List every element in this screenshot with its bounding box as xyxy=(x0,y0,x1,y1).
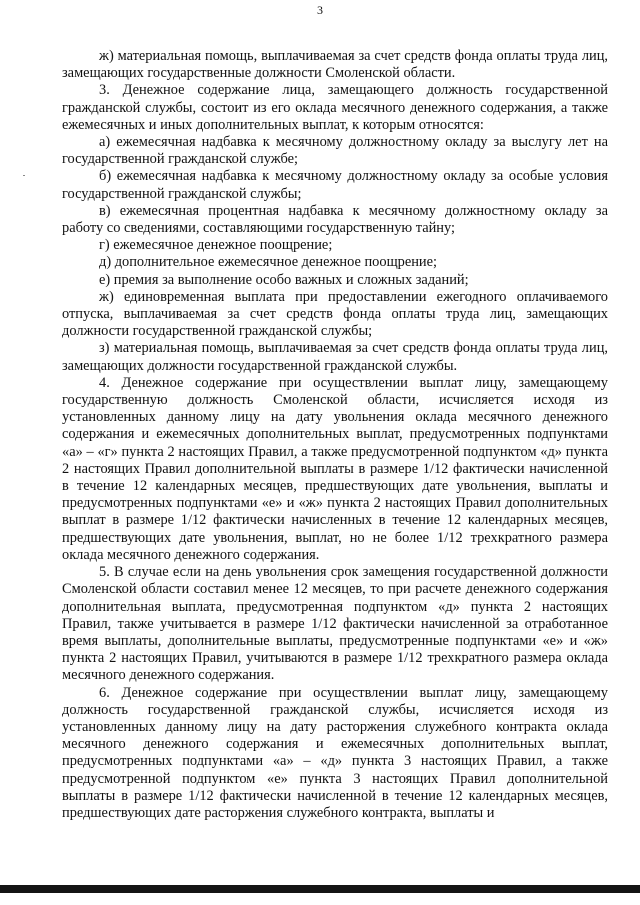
paragraph-3g: г) ежемесячное денежное поощрение; xyxy=(99,237,333,254)
paragraph-3: 3. Денежное содержание лица, замещающего должность государственной гражданской службы, состоит из его оклада месячного денежного содержания, а также ежемесячных и иных дополнительных выплат, к которым относятся: xyxy=(62,82,608,133)
paragraph-4: 4. Денежное содержание при осуществлении выплат лицу, замещающему государственную должность Смоленской области, исчисляется исходя из установленных данному лицу на дату увольнения оклада месячного денежного содержания и ежемесячных дополнительных выплат, предусмотренных подпунктами «а» – «г» пункта 2 настоящих Правил, а также предусмотренной подпунктом «д» пункта 2 настоящих Правил дополнительной выплаты в размере 1/12 фактически начисленной в течение 12 календарных месяцев, предшествующих дате увольнения, выплаты и предусмотренных подпунктами «е» и «ж» пункта 2 настоящих Правил дополнительных выплат в размере 1/12 фактически начисленных в течение 12 календарных месяцев, предшествующих дате увольнения, выплат, но не более 1/12 трехкратного размера оклада месячного денежного содержания. xyxy=(62,374,608,563)
paragraph-3v: в) ежемесячная процентная надбавка к месячному должностному окладу за работу со сведениями, составляющими государственную тайну; xyxy=(62,202,608,237)
paragraph-7g: ж) материальная помощь, выплачиваемая за счет средств фонда оплаты труда лиц, замещающих государственные должности Смоленской области. xyxy=(62,48,608,82)
paragraph-6: 6. Денежное содержание при осуществлении выплат лицу, замещающему должность государственной гражданской службы, исчисляется исходя из установленных данному лицу на дату расторжения служебного контракта оклада месячного денежного содержания и ежемесячных дополнительных выплат, предусмотренных подпунктами «а» – «д» пункта 3 настоящих Правил, а также предусмотренной подпунктом «е» пункта 3 настоящих Правил дополнительной выплаты в размере 1/12 фактически начисленной в течение 12 календарных месяцев, предшествующих дате расторжения служебного контракта, выплаты и xyxy=(62,684,608,821)
scan-edge-bar xyxy=(0,885,640,893)
paragraph-3a: а) ежемесячная надбавка к месячному должностному окладу за выслугу лет на государственной гражданской службе; xyxy=(62,134,608,168)
paragraph-3e: е) премия за выполнение особо важных и сложных заданий; xyxy=(99,271,469,288)
page-number: 3 xyxy=(317,3,323,17)
scan-mark xyxy=(23,175,25,176)
paragraph-3b: б) ежемесячная надбавка к месячному должностному окладу за особые условия государственной гражданской службы; xyxy=(62,168,608,202)
paragraph-5: 5. В случае если на день увольнения срок замещения государственной должности Смоленской области составил менее 12 месяцев, то при расчете денежного содержания дополнительная выплата, предусмотренная подпунктом «д» пункта 2 настоящих Правил, также учитывается в размере 1/12 фактически начисленной за отработанное время выплаты, дополнительные выплаты, предусмотренные подпунктами «е» и «ж» пункта 2 настоящих Правил, учитываются в размере 1/12 трехкратного размера оклада месячного денежного содержания. xyxy=(62,564,608,684)
paragraph-3z: з) материальная помощь, выплачиваемая за счет средств фонда оплаты труда лиц, замещающих должности государственной гражданской службы. xyxy=(62,340,608,374)
document-body xyxy=(62,48,608,822)
paragraph-3zh: ж) единовременная выплата при предоставлении ежегодного оплачиваемого отпуска, выплачиваемая за счет средств фонда оплаты труда лиц, замещающих должности государственной гражданской службы; xyxy=(62,288,608,340)
paragraph-3d: д) дополнительное ежемесячное денежное поощрение; xyxy=(99,254,438,271)
